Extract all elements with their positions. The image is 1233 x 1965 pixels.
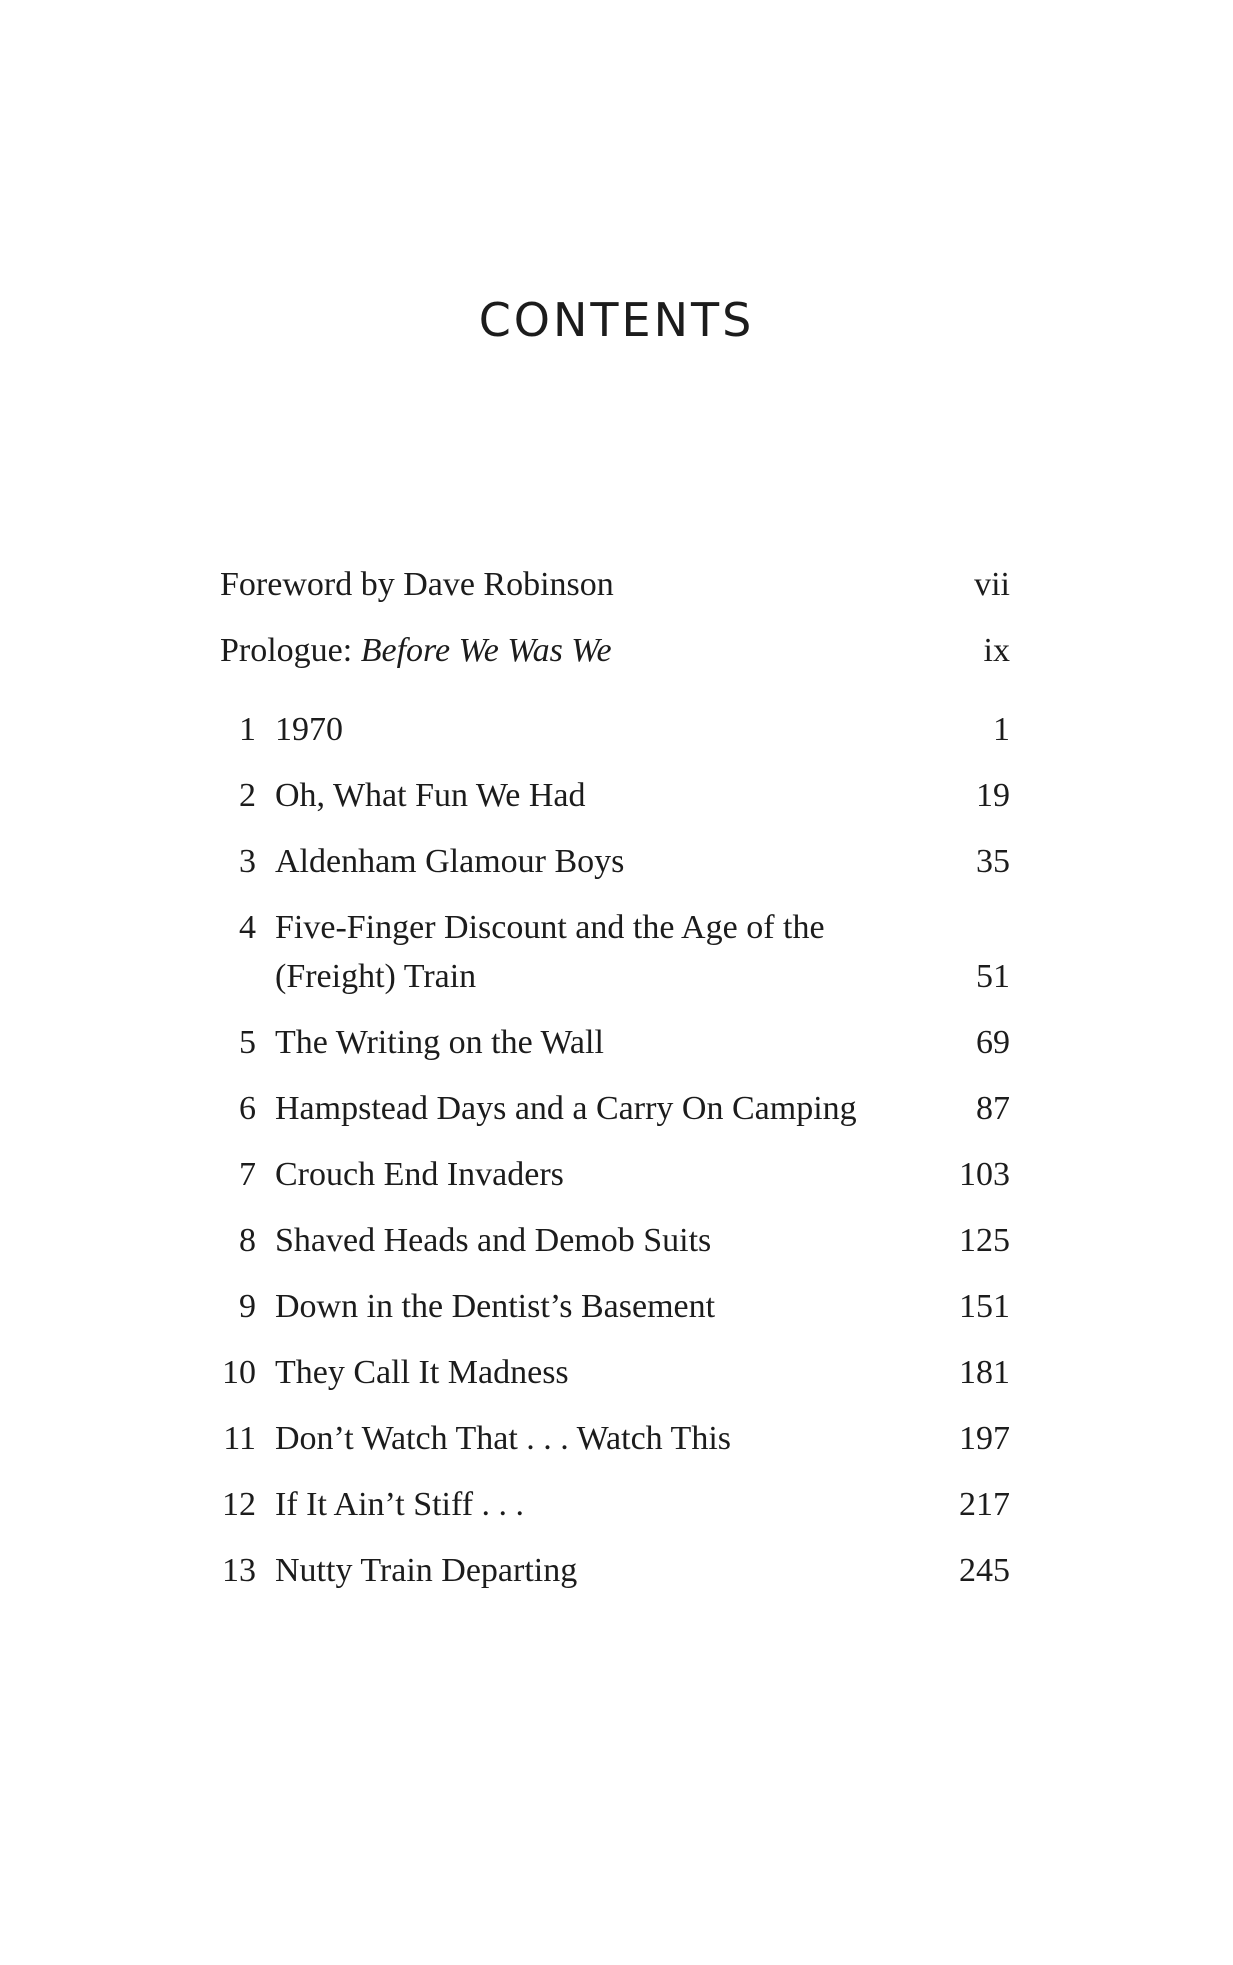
chapter-number: 5 [239,1024,256,1061]
entry-title: Foreword by Dave Robinson [220,566,614,603]
entry-page: 51 [976,958,1010,995]
chapter-title: Don’t Watch That . . . Watch This [275,1420,731,1457]
chapter-title: Hampstead Days and a Carry On Camping [275,1090,857,1127]
entry-page: 19 [976,777,1010,814]
entry-title-italic: Before We Was We [360,632,612,669]
toc-entry-chapter-13[interactable] [220,1546,1010,1595]
chapter-number: 8 [239,1222,256,1259]
toc-entry-prologue[interactable] [220,626,1010,675]
chapter-title: Down in the Dentist’s Basement [275,1288,716,1325]
chapter-number: 7 [239,1156,256,1193]
toc-entry-chapter-12[interactable] [220,1480,1010,1529]
entry-page: 197 [959,1420,1010,1457]
entry-page: 69 [976,1024,1010,1061]
entry-page: 125 [959,1222,1010,1259]
chapter-number: 6 [239,1090,256,1127]
chapter-number: 2 [239,777,256,814]
chapter-number: 11 [223,1420,256,1457]
chapter-title: They Call It Madness [275,1354,569,1391]
toc-entry-foreword[interactable] [220,560,1010,609]
entry-page: 181 [959,1354,1010,1391]
toc-entry-chapter-10[interactable] [220,1348,1010,1397]
toc-entry-chapter-9[interactable] [220,1282,1010,1331]
toc-entry-chapter-3[interactable] [220,837,1010,886]
chapter-title: Crouch End Invaders [275,1156,564,1193]
entry-page: 35 [976,843,1010,880]
chapter-number: 10 [222,1354,256,1391]
entry-title [220,632,612,669]
entry-page: 87 [976,1090,1010,1127]
chapter-number: 9 [239,1288,256,1325]
chapter-title: Aldenham Glamour Boys [275,843,625,880]
chapter-number: 1 [239,711,256,748]
entry-page: vii [974,566,1010,603]
toc-entry-chapter-8[interactable] [220,1216,1010,1265]
entry-page: 103 [959,1156,1010,1193]
chapter-title: Shaved Heads and Demob Suits [275,1222,712,1259]
entry-title-plain: Prologue: [220,632,361,669]
entry-page: ix [983,632,1010,669]
chapter-title: Five-Finger Discount and the Age of the (Freight) Train [275,909,825,995]
chapter-title: Oh, What Fun We Had [275,777,586,814]
chapter-number: 3 [239,843,256,880]
entry-page: 245 [959,1552,1010,1589]
table-of-contents [220,560,1010,1612]
chapter-title: The Writing on the Wall [275,1024,604,1061]
entry-page: 1 [993,711,1010,748]
chapter-number: 4 [239,909,256,946]
toc-entry-chapter-6[interactable] [220,1084,1010,1133]
chapter-title: Nutty Train Departing [275,1552,578,1589]
toc-entry-chapter-2[interactable] [220,771,1010,820]
front-matter [220,560,1010,675]
entry-page: 217 [959,1486,1010,1523]
toc-entry-chapter-4[interactable] [220,903,1010,1001]
chapter-title: 1970 [275,711,343,748]
toc-entry-chapter-5[interactable] [220,1018,1010,1067]
entry-page: 151 [959,1288,1010,1325]
toc-entry-chapter-1[interactable] [220,705,1010,754]
toc-entry-chapter-7[interactable] [220,1150,1010,1199]
toc-entry-chapter-11[interactable] [220,1414,1010,1463]
chapter-title: If It Ain’t Stiff . . . [275,1486,525,1523]
chapter-list [220,705,1010,1595]
chapter-number: 12 [222,1486,256,1523]
chapter-number: 13 [222,1552,256,1589]
page-title: CONTENTS [478,293,755,347]
